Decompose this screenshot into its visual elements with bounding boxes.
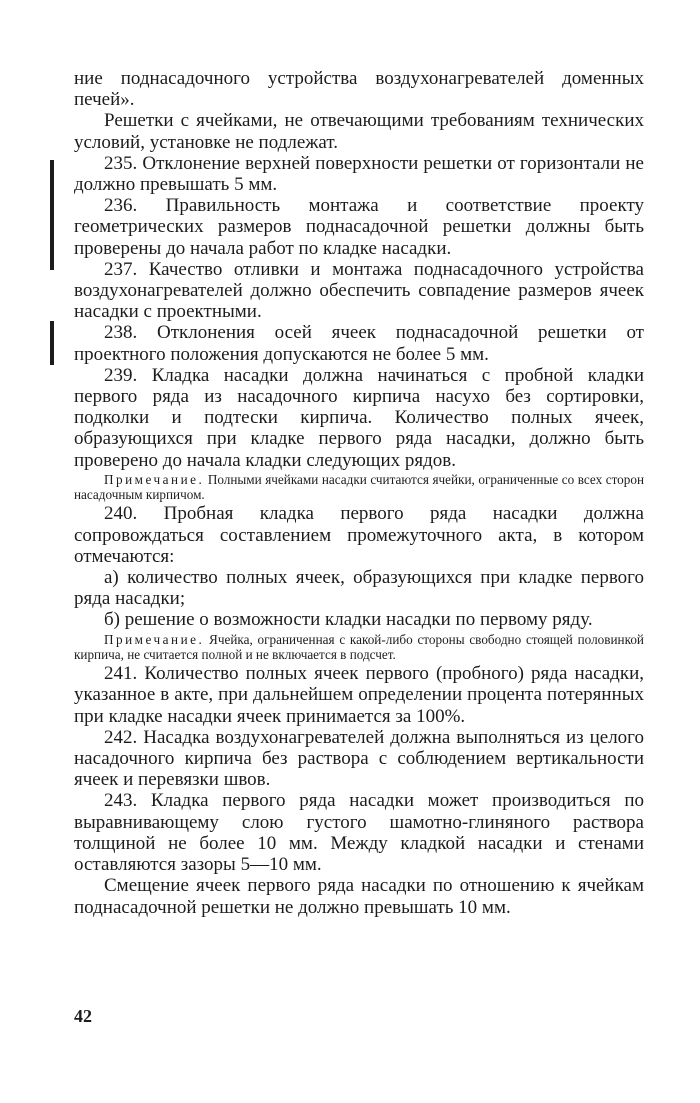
note-text: Полными ячейками насадки считаются ячейки, ограниченные со всех сторон насадочным кирпичом. xyxy=(74,471,645,503)
note xyxy=(74,632,644,663)
page-text xyxy=(74,68,644,918)
paragraph-242: 242. Насадка воздухонагревателей должна выполняться из целого насадочного кирпича без раствора с соблюдением вертикальности ячеек и перевязки швов. xyxy=(74,726,644,791)
revision-bar xyxy=(50,160,54,270)
paragraph-236: 236. Правильность монтажа и соответствие проекту геометрических размеров поднасадочной решетки должны быть проверены до начала работ по кладке насадки. xyxy=(74,195,644,259)
paragraph-238: 238. Отклонения осей ячеек поднасадочной решетки от проектного положения допускаются не более 5 мм. xyxy=(74,322,644,365)
note-label: Примечание. xyxy=(104,471,205,487)
paragraph: Смещение ячеек первого ряда насадки по отношению к ячейкам поднасадочной решетки не должно превышать 10 мм. xyxy=(74,875,644,918)
list-item-a: а) количество полных ячеек, образующихся при кладке первого ряда насадки; xyxy=(74,567,644,610)
page-number: 42 xyxy=(74,1006,92,1026)
revision-bar xyxy=(50,321,54,365)
paragraph: ние поднасадочного устройства воздухонагревателей доменных печей». xyxy=(74,68,644,111)
paragraph-239: 239. Кладка насадки должна начинаться с пробной кладки первого ряда из насадочного кирпича насухо без сортировки, подколки и подтески кирпича. Количество полных ячеек, образующихся при кладке первого ряда насадки, должно быть проверено до начала кладки следующих рядов. xyxy=(74,364,644,471)
note xyxy=(74,472,644,503)
paragraph-240: 240. Пробная кладка первого ряда насадки должна сопровождаться составлением промежуточного акта, в котором отмечаются: xyxy=(74,503,644,567)
paragraph-241: 241. Количество полных ячеек первого (пробного) ряда насадки, указанное в акте, при дальнейшем определении процента потерянных при кладке насадки ячеек принимается за 100%. xyxy=(74,663,644,727)
note-label: Примечание. xyxy=(104,631,205,647)
paragraph-237: 237. Качество отливки и монтажа поднасадочного устройства воздухонагревателей должно обеспечить совпадение размеров ячеек насадки с проектными. xyxy=(74,258,644,323)
paragraph-243: 243. Кладка первого ряда насадки может производиться по выравнивающему слою густого шамотно-глиняного раствора толщиной не более 10 мм. Между кладкой насадки и стенами оставляются зазоры 5—10 мм. xyxy=(74,790,644,876)
paragraph-235: 235. Отклонение верхней поверхности решетки от горизонтали не должно превышать 5 мм. xyxy=(74,152,644,196)
note-text: Ячейка, ограниченная с какой-либо стороны свободно стоящей половинкой кирпича, не считается полной и не включается в подсчет. xyxy=(74,631,644,662)
paragraph: Решетки с ячейками, не отвечающими требованиям технических условий, установке не подлежат. xyxy=(74,110,644,153)
list-item-b: б) решение о возможности кладки насадки по первому ряду. xyxy=(104,609,593,631)
